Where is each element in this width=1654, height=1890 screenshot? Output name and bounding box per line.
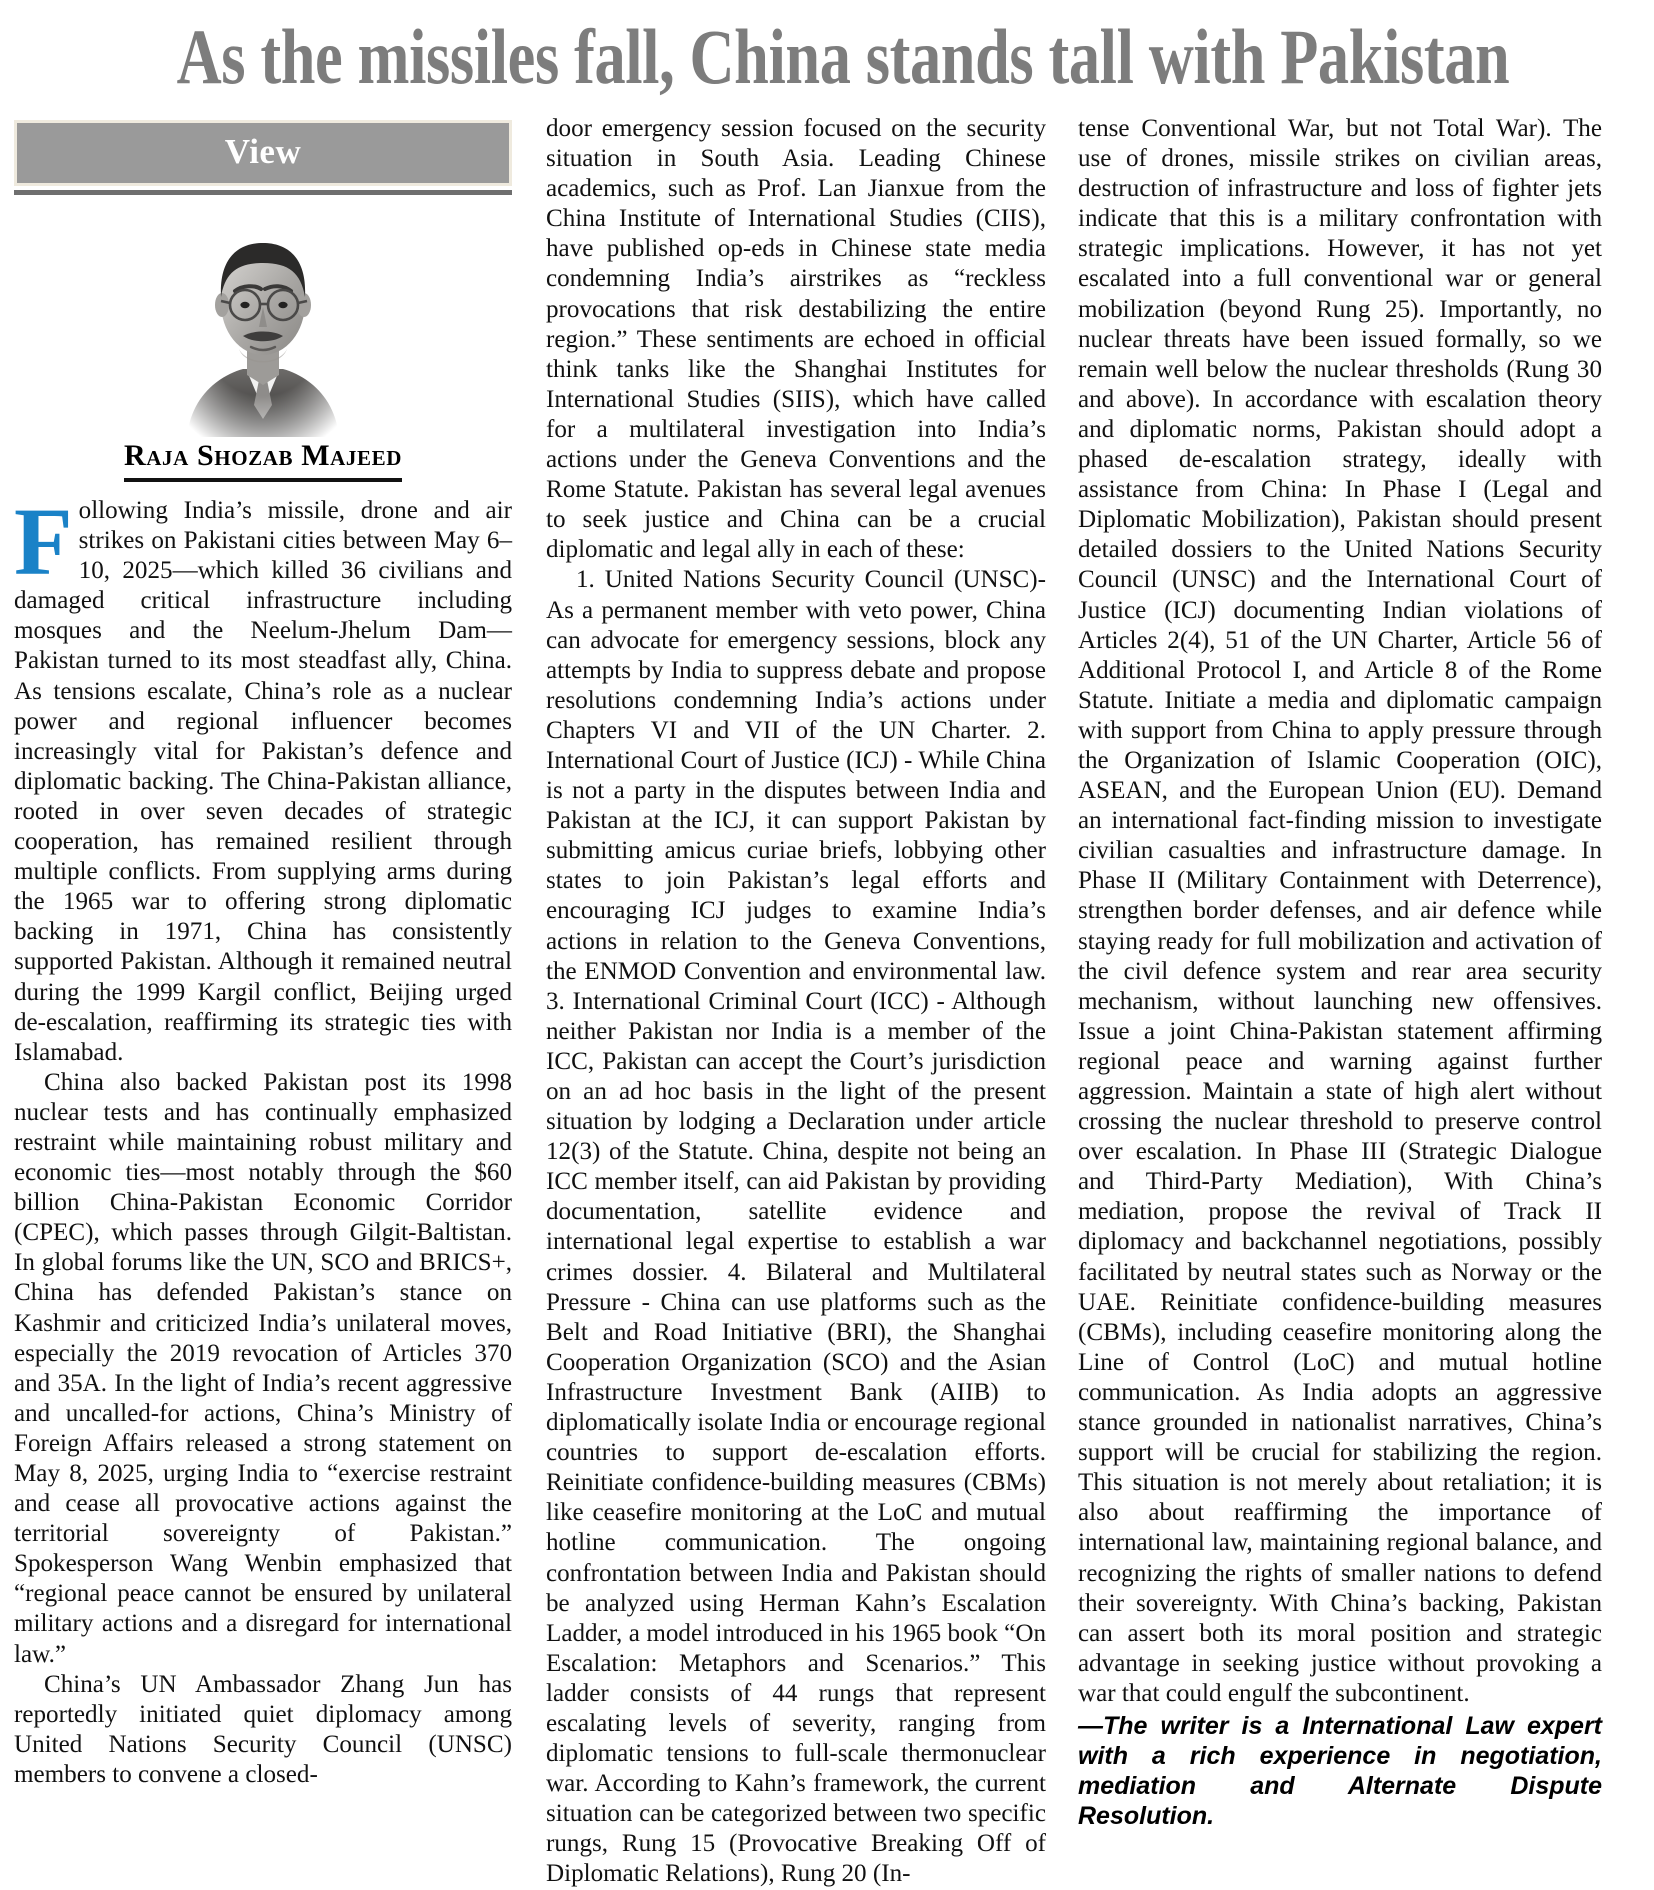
paragraph-text: ollowing India’s missile, drone and air strikes on Pakistani cities between May 6–10, 2025—which killed 36 civilians and damaged critical infrastructure including mosques and the Neelum-Jhelum Dam—Pakistan turned to its most steadfast ally, China. As tensions escalate, China’s role as a nuclear power and regional influencer becomes increasingly vital for Pakistan’s defence and diplomatic backing. The China-Pakistan alliance, rooted in over seven decades of strategic cooperation, has remained resilient through multiple conflicts. From supplying arms during the 1965 war to offering strong diplomatic backing in 1971, China has consistently supported Pakistan. Although it remained neutral during the 1999 Kargil conflict, Beijing urged de-escalation, reaffirming its strategic ties with Islamabad.	[14, 497, 512, 1066]
paragraph: tense Conventional War, but not Total War). The use of drones, missile strikes on civilian areas, destruction of infrastructure and loss of fighter jets indicate that this is a military confrontation with strategic implications. However, it has not yet escalated into a full conventional war or general mobilization (beyond Rung 25). Importantly, no nuclear threats have been issued formally, so we remain well below the nuclear thresholds (Rung 30 and above). In accordance with escalation theory and diplomatic norms, Pakistan should adopt a phased de-escalation strategy, ideally with assistance from China: In Phase I (Legal and Diplomatic Mobilization), Pakistan should present detailed dossiers to the United Nations Security Council (UNSC) and the International Court of Justice (ICJ) documenting Indian violations of Articles 2(4), 51 of the UN Charter, Article 56 of Additional Protocol I, and Article 8 of the Rome Statute. Initiate a media and diplomatic campaign with support from China to apply pressure through the Organization of Islamic Cooperation (OIC), ASEAN, and the European Union (EU). Demand an international fact-finding mission to investigate civilian casualties and infrastructure damage. In Phase II (Military Containment with Deterrence), strengthen border defenses, and air defence while staying ready for full mobilization and activation of the civil defence system and rear area security mechanism, without launching new offensives. Issue a joint China-Pakistan statement affirming regional peace and warning against further aggression. Maintain a state of high alert without crossing the nuclear threshold to preserve control over escalation. In Phase III (Strategic Dialogue and Third-Party Mediation), With China’s mediation, propose the revival of Track II diplomacy and backchannel negotiations, possibly facilitated by neutral states such as Norway or the UAE. Reinitiate confidence-building measures (CBMs), including ceasefire monitoring along the Line of Control (LoC) and mutual hotline communication. As India adopts an aggressive stance grounded in nationalist narratives, China’s support will be crucial for stabilizing the region. This situation is not merely about retaliation; it is also about reaffirming the importance of international law, maintaining regional balance, and recognizing the rights of smaller nations to defend their sovereignty. With China’s backing, Pakistan can assert both its moral position and strategic advantage in seeking justice without provoking a war that could engulf the subcontinent.	[1078, 115, 1602, 1707]
column-left-body	[14, 488, 512, 1790]
paragraph: China’s UN Ambassador Zhang Jun has reportedly initiated quiet diplomacy among United Nations Security Council (UNSC) members to convene a closed-	[14, 1670, 512, 1788]
author-portrait-wrapper	[14, 209, 512, 437]
column-center-body	[546, 114, 1046, 1890]
view-banner	[14, 120, 512, 186]
paragraph: China also backed Pakistan post its 1998 nuclear tests and has continually emphasized restraint while maintaining robust military and economic ties—most notably through the $60 billion China-Pakistan Economic Corridor (CPEC), which passes through Gilgit-Baltistan. In global forums like the UN, SCO and BRICS+, China has defended Pakistan’s stance on Kashmir and criticized India’s unilateral moves, especially the 2019 revocation of Articles 370 and 35A. In the light of India’s recent aggressive and uncalled-for actions, China’s Ministry of Foreign Affairs released a strong statement on May 8, 2025, urging India to “exercise restraint and cease all provocative actions against the territorial sovereignty of Pakistan.” Spokesperson Wang Wenbin emphasized that “regional peace cannot be ensured by unilateral military actions and a disregard for international law.”	[14, 1068, 512, 1668]
paragraph: 1. United Nations Security Council (UNSC)- As a permanent member with veto power, China can advocate for emergency sessions, block any attempts by India to suppress debate and propose resolutions condemning India’s actions under Chapters VI and VII of the UN Charter. 2. International Court of Justice (ICJ) - While China is not a party in the disputes between India and Pakistan at the ICJ, it can support Pakistan by submitting amicus curiae briefs, lobbying other states to join Pakistan’s legal efforts and encouraging ICJ judges to examine India’s actions in relation to the Geneva Conventions, the ENMOD Convention and environmental law. 3. International Criminal Court (ICC) - Although neither Pakistan nor India is a member of the ICC, Pakistan can accept the Court’s jurisdiction on an ad hoc basis in the light of the present situation by lodging a Declaration under article 12(3) of the Statute. China, despite not being an ICC member itself, can aid Pakistan by providing documentation, satellite evidence and international legal expertise to establish a war crimes dossier. 4. Bilateral and Multilateral Pressure - China can use platforms such as the Belt and Road Initiative (BRI), the Shanghai Cooperation Organization (SCO) and the Asian Infrastructure Investment Bank (AIIB) to diplomatically isolate India or encourage regional countries to support de-escalation efforts. Reinitiate confidence-building measures (CBMs) like ceasefire monitoring at the LoC and mutual hotline communication. The ongoing confrontation between India and Pakistan should be analyzed using Herman Kahn’s Escalation Ladder, a model introduced in his 1965 book “On Escalation: Metaphors and Scenarios.” This ladder consists of 44 rungs that represent escalating levels of severity, ranging from diplomatic tensions to full-scale thermonuclear war. According to Kahn’s framework, the current situation can be categorized between two specific rungs, Rung 15 (Provocative Breaking Off of Diplomatic Relations), Rung 20 (In-	[546, 566, 1046, 1888]
column-right-body	[1078, 114, 1602, 1709]
column-center	[530, 114, 1062, 1890]
paragraph	[14, 488, 512, 1068]
page-title: As the missiles fall, China stands tall with Pakistan	[176, 13, 1510, 100]
view-banner-wrapper	[14, 120, 512, 195]
view-banner-label: View	[224, 132, 302, 171]
drop-cap: F	[14, 488, 73, 595]
banner-divider-rule	[14, 190, 512, 195]
column-left	[14, 114, 530, 1790]
column-right	[1062, 114, 1602, 1831]
author-name: Raja Shozab Majeed	[124, 439, 402, 482]
author-credit-note: —The writer is a International Law expert with a rich experience in negotiation, mediation and Alternate Dispute Resolution.	[1078, 1711, 1602, 1830]
author-byline-wrapper	[14, 439, 512, 482]
article-columns	[14, 114, 1640, 1890]
paragraph: door emergency session focused on the security situation in South Asia. Leading Chinese academics, such as Prof. Lan Jianxue from the China Institute of International Studies (CIIS), have published op-eds in Chinese state media condemning India’s airstrikes as “reckless provocations that risk destabilizing the entire region.” These sentiments are echoed in official think tanks like the Shanghai Institutes for International Studies (SIIS), which have called for a multilateral investigation into India’s actions under the Geneva Conventions and the Rome Statute. Pakistan has several legal avenues to seek justice and China can be a crucial diplomatic and legal ally in each of these:	[546, 115, 1046, 564]
author-photo	[177, 209, 349, 437]
